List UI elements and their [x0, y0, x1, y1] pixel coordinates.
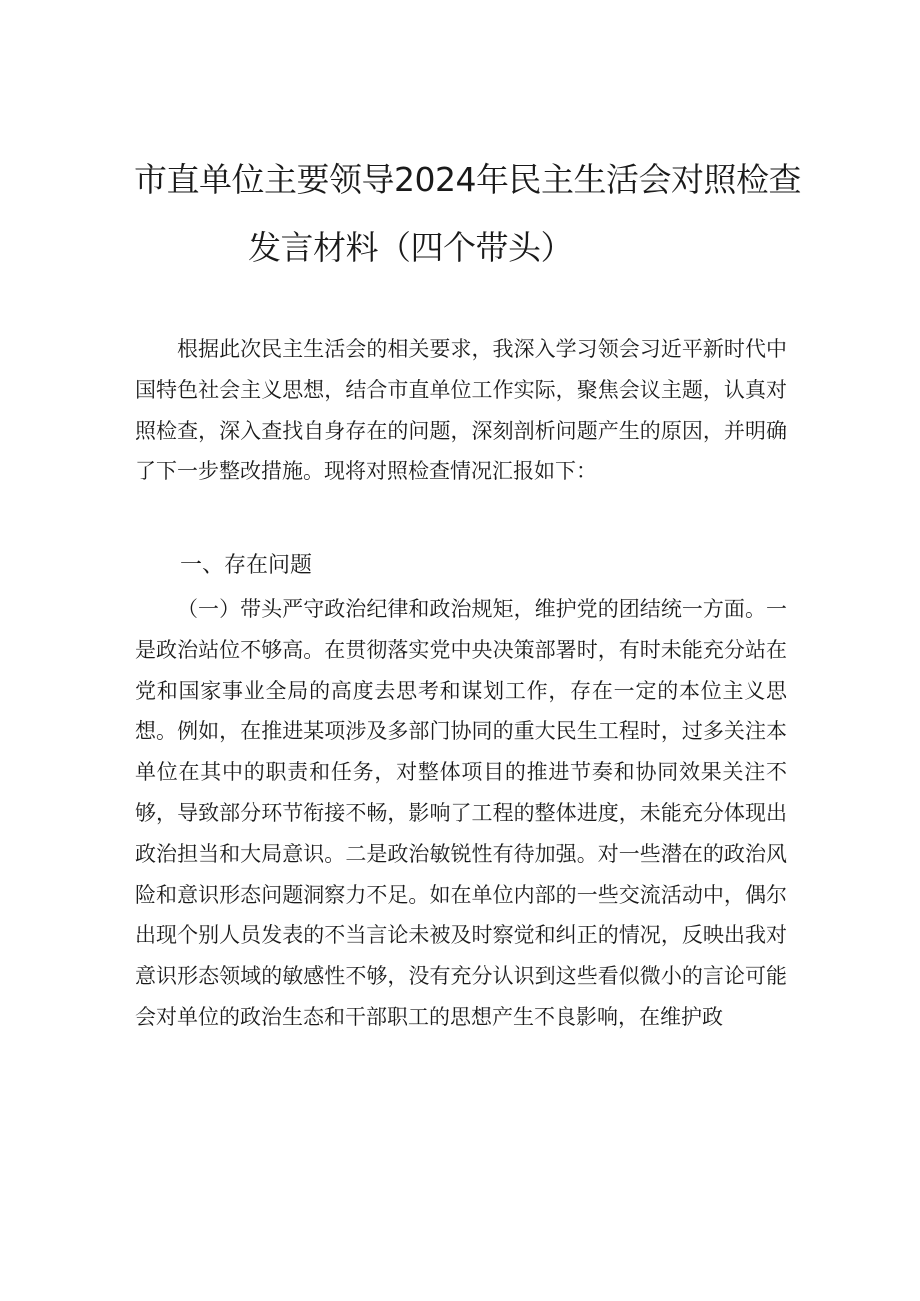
section-heading-existing-problems: 一、存在问题: [180, 553, 313, 578]
section-paragraph-political-discipline: （一）带头严守政治纪律和政治规矩，维护党的团结统一方面。一是政治站位不够高。在贯彻落实党中央决策部署时，有时未能充分站在党和国家事业全局的高度去思考和谋划工作，存在一定的本位主义思想。例如，在推进某项涉及多部门协同的重大民生工程时，过多关注本单位在其中的职责和任务，对整体项目的推进节奏和协同效果关注不够，导致部分环节衔接不畅，影响了工程的整体进度，未能充分体现出政治担当和大局意识。二是政治敏锐性有待加强。对一些潜在的政治风险和意识形态问题洞察力不足。如在单位内部的一些交流活动中，偶尔出现个别人员发表的不当言论未被及时察觉和纠正的情况，反映出我对意识形态领域的敏感性不够，没有充分认识到这些看似微小的言论可能会对单位的政治生态和干部职工的思想产生不良影响，在维护政: [135, 597, 787, 1029]
document-title-line-1: 市直单位主要领导2024年民主生活会对照检查: [134, 160, 801, 199]
document-title-line-2: 发言材料（四个带头）: [248, 228, 573, 267]
intro-paragraph: 根据此次民主生活会的相关要求，我深入学习领会习近平新时代中国特色社会主义思想，结合市直单位工作实际，聚焦会议主题，认真对照检查，深入查找自身存在的问题，深刻剖析问题产生的原因，并明确了下一步整改措施。现将对照检查情况汇报如下：: [135, 337, 787, 484]
